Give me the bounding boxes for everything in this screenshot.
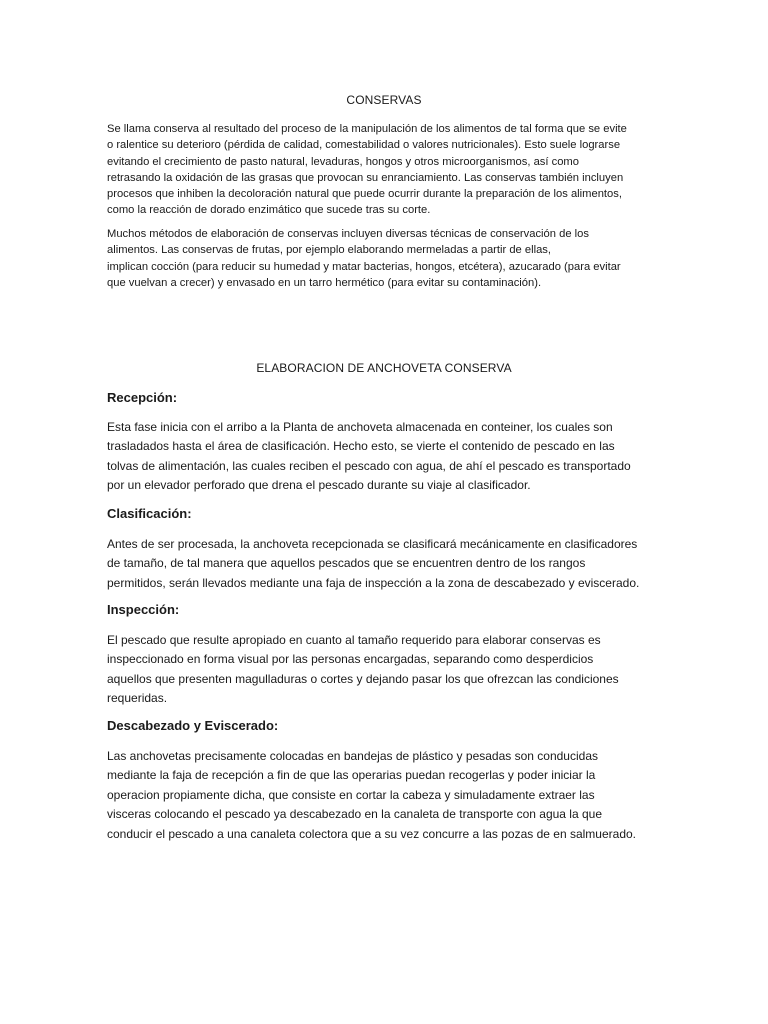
document-title: CONSERVAS: [346, 93, 422, 107]
text-line: tolvas de alimentación, las cuales reciben el pescado con agua, de ahí el pescado es transportado: [107, 458, 631, 473]
text-line: aquellos que presenten magulladuras o cortes y dejando pasar los que ofrezcan las condiciones: [107, 671, 619, 686]
section-title: ELABORACION DE ANCHOVETA CONSERVA: [256, 361, 512, 375]
text-line: retrasando la oxidación de las grasas que provocan su enranciamiento. Las conservas también incluyen: [107, 171, 624, 184]
text-line: trasladados hasta el área de clasificación. Hecho esto, se vierte el contenido de pescado en las: [107, 439, 615, 454]
text-line: inspeccionado en forma visual por las personas encargadas, separando como desperdicios: [107, 652, 594, 667]
text-line: Antes de ser procesada, la anchoveta recepcionada se clasificará mecánicamente en clasificadores: [107, 537, 638, 551]
text-line: alimentos. Las conservas de frutas, por ejemplo elaborando mermeladas a partir de ellas,: [107, 244, 552, 257]
text-line: como la reacción de dorado enzimático que sucede tras su corte.: [107, 204, 431, 217]
paragraph-recepcion: [107, 418, 672, 496]
text-line: permitidos, serán llevados mediante una faja de inspección a la zona de descabezado y eviscerado.: [107, 575, 640, 590]
text-line: mediante la faja de recepción a fin de que las operarias puedan recogerlas y poder iniciar la: [107, 768, 596, 783]
text-line: implican cocción (para reducir su humedad y matar bacterias, hongos, etcétera), azucarado (para evitar: [107, 260, 621, 273]
text-line: visceras colocando el pescado ya descabezado en la canaleta de transporte con agua la que: [107, 807, 603, 822]
text-line: requeridas.: [107, 691, 168, 706]
text-line: evitando el crecimiento de pasto natural, levaduras, hongos y otros microorganismos, así como: [107, 155, 579, 168]
heading-descabezado: Descabezado y Eviscerado:: [107, 718, 279, 733]
text-line: Se llama conserva al resultado del proceso de la manipulación de los alimentos de tal forma que se evite: [107, 123, 627, 135]
intro-paragraph-2: [107, 226, 667, 291]
text-line: operacion propiamente dicha, que consiste en cortar la cabeza y simuladamente extraer las: [107, 787, 595, 802]
text-line: conducir el pescado a una canaleta colectora que a su vez concurre a las pozas de en salmuerado.: [107, 826, 636, 841]
text-line: Esta fase inicia con el arribo a la Planta de anchoveta almacenada en conteiner, los cuales son: [107, 420, 613, 434]
intro-paragraph-1: [107, 121, 667, 219]
text-line: de tamaño, de tal manera que aquellos pescados que se encuentren dentro de los rangos: [107, 556, 586, 571]
heading-recepcion: Recepción:: [107, 390, 178, 405]
paragraph-descabezado: [107, 747, 672, 844]
text-line: El pescado que resulte apropiado en cuanto al tamaño requerido para elaborar conservas es: [107, 633, 601, 647]
text-line: o ralentice su deterioro (pérdida de calidad, comestabilidad o valores nutricionales). Esto suele lograrse: [107, 139, 621, 152]
paragraph-clasificacion: [107, 535, 672, 593]
text-line: procesos que inhiben la decoloración natural que puede ocurrir durante la preparación de los alimentos,: [107, 188, 622, 201]
text-line: Muchos métodos de elaboración de conservas incluyen diversas técnicas de conservación de los: [107, 228, 589, 240]
paragraph-inspeccion: [107, 631, 672, 709]
text-line: Las anchovetas precisamente colocadas en bandejas de plástico y pesadas son conducidas: [107, 749, 598, 763]
heading-inspeccion: Inspección:: [107, 602, 180, 617]
text-line: por un elevador perforado que drena el pescado durante su viaje al clasificador.: [107, 478, 531, 493]
heading-clasificacion: Clasificación:: [107, 506, 192, 521]
text-line: que vuelvan a crecer) y envasado en un tarro hermético (para evitar su contaminación).: [107, 276, 542, 289]
